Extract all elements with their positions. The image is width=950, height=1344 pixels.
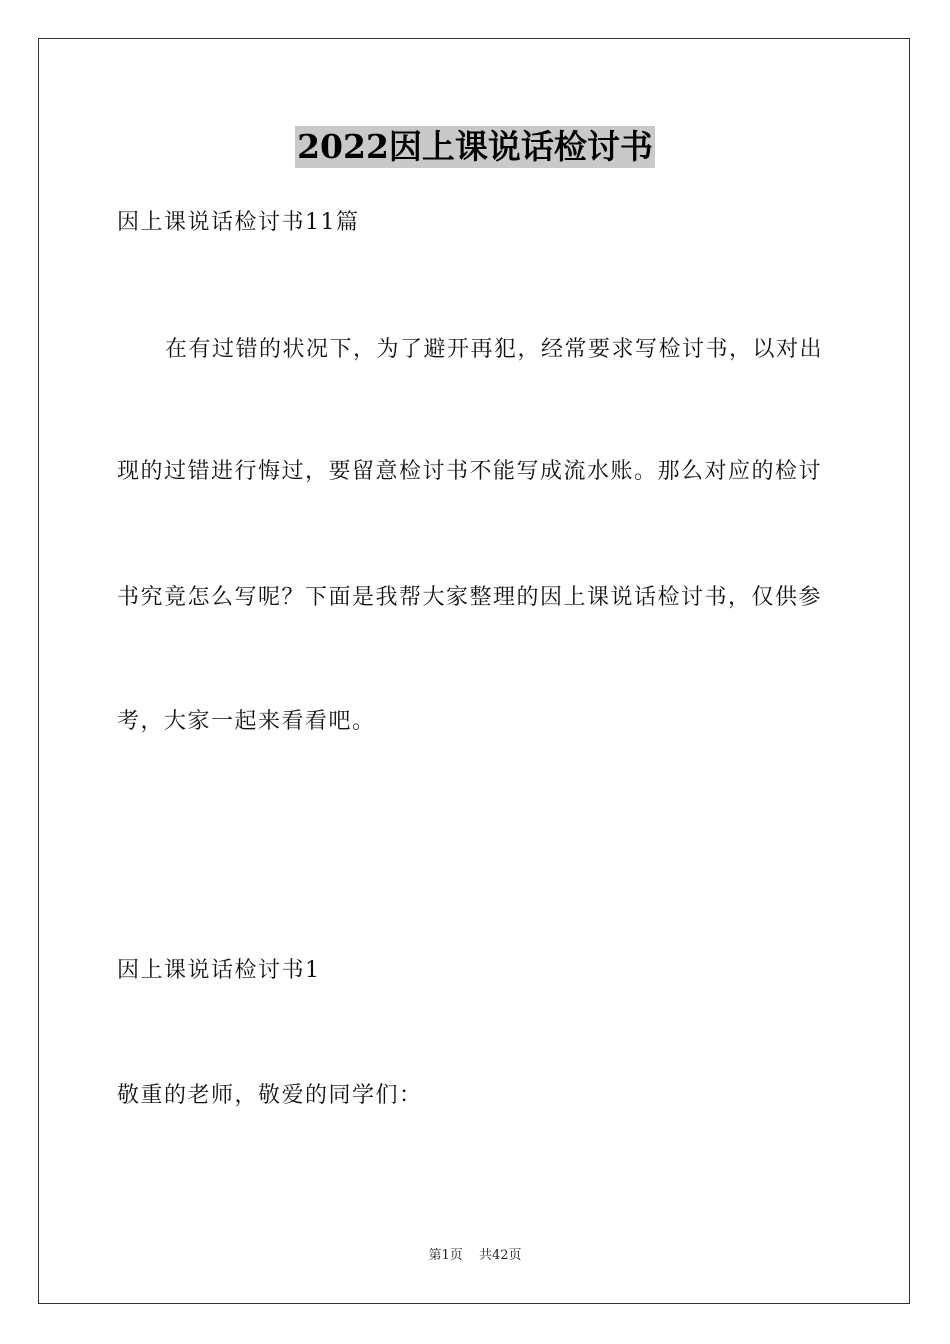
intro-line-2: 现的过错进行悔过，要留意检讨书不能写成流水账。那么对应的检讨 — [117, 459, 823, 484]
page-footer — [0, 1247, 950, 1265]
intro-line-3: 书究竟怎么写呢？下面是我帮大家整理的因上课说话检讨书，仅供参 — [117, 585, 823, 610]
intro-line-4: 考，大家一起来看看吧。 — [117, 709, 376, 734]
title-container — [0, 126, 950, 168]
subtitle: 因上课说话检讨书11篇 — [117, 210, 360, 235]
total-pages: 共42页 — [478, 1248, 522, 1263]
page-number: 第1页 — [428, 1248, 463, 1263]
intro-line-1: 在有过错的状况下，为了避开再犯，经常要求写检讨书，以对出 — [165, 337, 824, 362]
section-heading: 因上课说话检讨书1 — [117, 958, 321, 983]
document-title: 2022因上课说话检讨书 — [297, 127, 653, 166]
salutation: 敬重的老师，敬爱的同学们： — [117, 1083, 423, 1108]
